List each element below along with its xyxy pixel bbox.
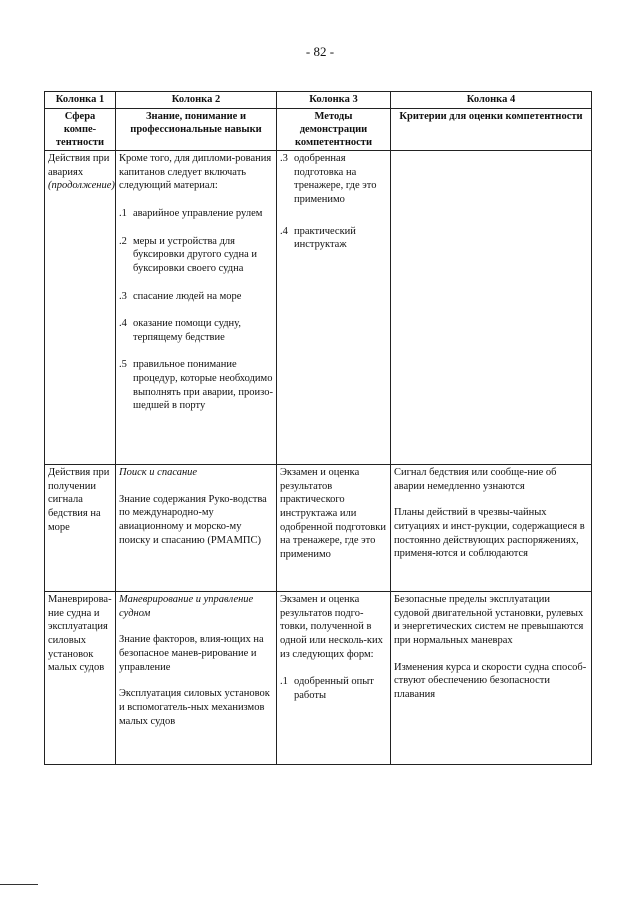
footer-rule bbox=[0, 884, 38, 885]
table-row bbox=[45, 151, 592, 465]
section-title: Маневрирование и управление судном bbox=[119, 594, 254, 619]
list-item: .2 меры и устройства для буксировки другого судна и буксировки своего судна bbox=[119, 235, 258, 274]
competence-cell bbox=[45, 151, 116, 465]
criteria-cell bbox=[391, 465, 592, 592]
column-4-header: Колонка 4 bbox=[391, 92, 592, 109]
methods-cell bbox=[277, 151, 391, 465]
criteria-cell bbox=[391, 592, 592, 765]
table-row bbox=[45, 465, 592, 592]
competence-table bbox=[44, 91, 592, 765]
page-number: - 82 - bbox=[305, 44, 335, 59]
continued-note: (продолжение) bbox=[48, 180, 115, 192]
methods-cell bbox=[277, 592, 391, 765]
list-item: .3 спасание людей на море bbox=[119, 290, 242, 302]
competence-title: Действия при авариях bbox=[48, 153, 110, 178]
column-3-header: Колонка 3 bbox=[277, 92, 391, 109]
list-item: .3 одобренная подготовка на тренажере, где это применимо bbox=[280, 153, 377, 205]
criteria-text: Безопасные пределы эксплуатации судовой двигательной установки, рулевых и энергетических систем не превышаются при нормальных маневрах bbox=[394, 594, 584, 646]
list-item: .4 оказание помощи судну, терпящему бедствие bbox=[119, 318, 241, 343]
knowledge-text: Знание факторов, влия-ющих на безопасное манев-рирование и управление bbox=[119, 634, 264, 673]
knowledge-cell bbox=[116, 592, 277, 765]
knowledge-cell bbox=[116, 151, 277, 465]
competence-cell: Действия при получении сигнала бедствия на море bbox=[45, 465, 116, 592]
list-item: .1 аварийное управление рулем bbox=[119, 207, 263, 219]
section-title: Поиск и спасание bbox=[119, 467, 198, 479]
column-4-subheader: Критерии для оценки компетентности bbox=[391, 108, 592, 150]
criteria-text: Сигнал бедствия или сообще-ние об аварии немедленно узнаются bbox=[394, 467, 557, 492]
list-item: .1 одобренный опыт работы bbox=[280, 676, 374, 701]
methods-cell: Экзамен и оценка результатов практического инструктажа или одобренной подготовки на тренажере, где это применимо bbox=[277, 465, 391, 592]
methods-text: Экзамен и оценка результатов подго-товки, полученной в одной или несколь-ких из следующих форм: bbox=[280, 594, 383, 660]
knowledge-cell bbox=[116, 465, 277, 592]
list-item: .5 правильное понимание процедур, которые необходимо выполнять при аварии, произо-шедшей в порту bbox=[119, 359, 273, 412]
competence-cell: Маневрирова-ние судна и эксплуатация силовых установок малых судов bbox=[45, 592, 116, 765]
knowledge-intro: Кроме того, для дипломи-рования капитанов следует включать следующий материал: bbox=[119, 153, 272, 192]
column-1-subheader: Сфера компе-тентности bbox=[45, 108, 116, 150]
column-2-header: Колонка 2 bbox=[116, 92, 277, 109]
table-subheader-row bbox=[45, 108, 592, 150]
list-item: .4 практический инструктаж bbox=[280, 225, 356, 251]
knowledge-text: Знание содержания Руко-водства по международно-му авиационному и морско-му поиску и спасанию (РМАМПС) bbox=[119, 493, 267, 546]
column-3-subheader: Методы демонстрации компетентности bbox=[277, 108, 391, 150]
criteria-text: Изменения курса и скорости судна способ-ствуют обеспечению безопасности плавания bbox=[394, 661, 587, 700]
column-2-subheader: Знание, понимание и профессиональные навыки bbox=[116, 108, 277, 150]
knowledge-text: Эксплуатация силовых установок и вспомогатель-ных механизмов малых судов bbox=[119, 688, 270, 727]
table-header-row bbox=[45, 92, 592, 109]
criteria-text: Планы действий в чрезвы-чайных ситуациях и инст-рукции, содержащиеся в постоянно действующих распоряжениях, применя-ются и соблюдаются bbox=[394, 507, 585, 560]
column-1-header: Колонка 1 bbox=[45, 92, 116, 109]
table-row bbox=[45, 592, 592, 765]
criteria-cell bbox=[391, 151, 592, 465]
